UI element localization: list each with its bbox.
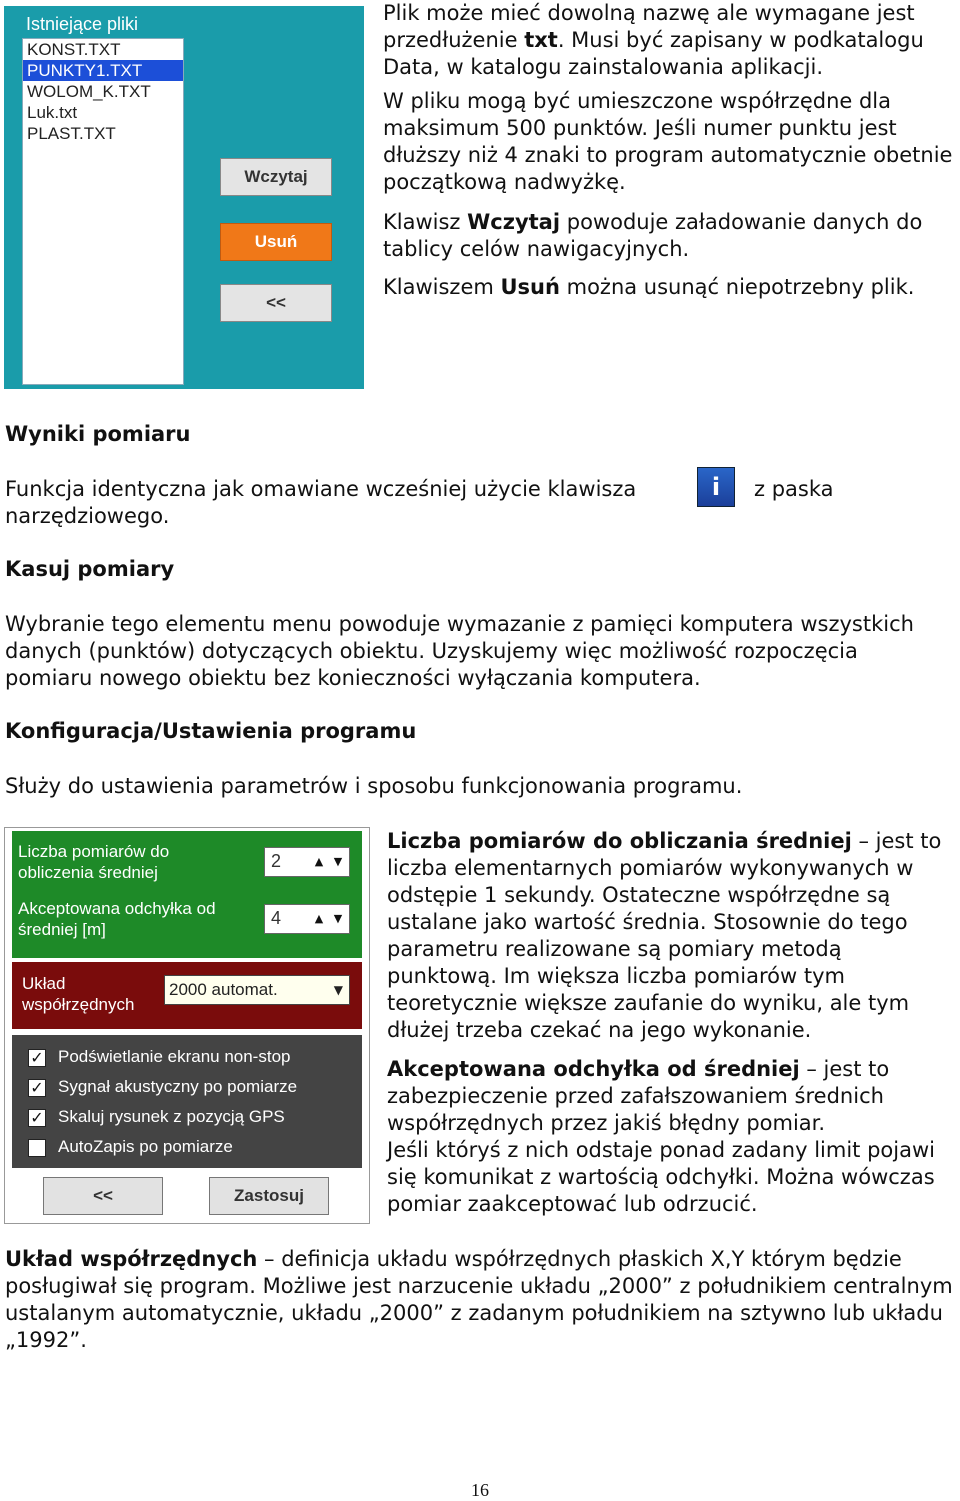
load-button[interactable]: Wczytaj <box>220 158 332 196</box>
file-listbox[interactable] <box>22 38 184 385</box>
up-arrow-icon[interactable]: ▲ <box>314 855 324 868</box>
up-arrow-icon[interactable]: ▲ <box>314 912 324 925</box>
average-count-value: 2 <box>271 851 282 871</box>
deviation-stepper[interactable] <box>264 904 350 934</box>
settings-screenshot <box>4 827 370 1224</box>
average-count-description: Liczba pomiarów do obliczania średniej – jest to liczba elementarnych pomiarów wykonywanych w odstępie 1 sekundy. Ostateczne współrzędne są ustalane jako wartość średnia. Stosownie do tego parametru realizowane są pomiary metodą punktową. Im większa liczba pomiarów tym teoretycznie większe zaufanie do wyniku, ale tym dłużej trzeba czekać na jego wykonanie. <box>387 829 942 1042</box>
coordinate-system-select[interactable] <box>164 975 350 1005</box>
intro-paragraph-3: Klawisz Wczytaj powoduje załadowanie danych do tablicy celów nawigacyjnych. <box>383 210 923 261</box>
down-arrow-icon[interactable]: ▼ <box>333 855 343 868</box>
checkbox-backlight[interactable]: ✓ <box>28 1049 46 1067</box>
file-item[interactable]: PLAST.TXT <box>27 124 116 143</box>
file-item[interactable]: KONST.TXT <box>27 40 121 59</box>
intro-paragraph-2: W pliku mogą być umieszczone współrzędne dla maksimum 500 punktów. Jeśli numer punktu jest dłuższy niż 4 znaki to program automatycznie obetnie początkową nadwyżkę. <box>383 89 953 194</box>
checkbox-label: Sygnał akustyczny po pomiarze <box>58 1077 298 1096</box>
results-text-3: narzędziowego. <box>5 504 170 528</box>
checkbox-autosave[interactable] <box>28 1139 46 1157</box>
section-heading-clear: Kasuj pomiary <box>5 557 175 581</box>
section-heading-results: Wyniki pomiaru <box>5 422 191 446</box>
back-button[interactable]: << <box>43 1177 163 1215</box>
deviation-label: Akceptowana odchyłka od średniej [m] <box>18 899 216 939</box>
coordinate-system-description: Układ współrzędnych – definicja układu współrzędnych płaskich X,Y którym będzie posługiwał się program. Możliwe jest narzucenie układu „2000” z południkiem centralnym ustalanym automatycznie, układu „2000” z zadanym południkiem na sztywno lub układu „1992”. <box>5 1247 953 1352</box>
coordinate-system-group <box>12 962 362 1029</box>
checkbox-label: Skaluj rysunek z pozycją GPS <box>58 1107 285 1126</box>
back-button[interactable]: << <box>220 284 332 322</box>
delete-button[interactable]: Usuń <box>220 223 332 261</box>
file-item-selected[interactable]: PUNKTY1.TXT <box>23 60 183 81</box>
page-number: 16 <box>471 1480 489 1500</box>
averaging-group <box>12 831 362 958</box>
intro-paragraph-1: Plik może mieć dowolną nazwę ale wymagane jest przedłużenie txt. Musi być zapisany w podkatalogu Data, w katalogu zainstalowania aplikacji. <box>383 1 924 79</box>
checkbox-label: Podświetlanie ekranu non-stop <box>58 1047 291 1066</box>
coordinate-system-label: Układ współrzędnych <box>22 974 135 1014</box>
options-group <box>12 1035 362 1168</box>
file-item[interactable]: WOLOM_K.TXT <box>27 82 151 101</box>
checkbox-sound[interactable]: ✓ <box>28 1079 46 1097</box>
files-caption: Istniejące pliki <box>26 14 139 34</box>
file-item[interactable]: Luk.txt <box>27 103 78 122</box>
config-text: Służy do ustawienia parametrów i sposobu funkcjonowania programu. <box>5 774 743 798</box>
results-text-1: Funkcja identyczna jak omawiane wcześniej użycie klawisza <box>5 477 637 501</box>
intro-paragraph-4: Klawiszem Usuń można usunąć niepotrzebny plik. <box>383 275 915 299</box>
info-icon: i <box>697 467 735 507</box>
checkbox-label: AutoZapis po pomiarze <box>58 1137 233 1156</box>
apply-button[interactable]: Zastosuj <box>209 1177 329 1215</box>
average-count-label: Liczba pomiarów do obliczenia średniej <box>18 842 170 882</box>
down-arrow-icon[interactable]: ▼ <box>333 912 343 925</box>
results-text-2: z paska <box>754 477 834 501</box>
chevron-down-icon: ▼ <box>333 983 343 997</box>
coordinate-system-value: 2000 automat. <box>169 980 278 999</box>
average-count-stepper[interactable] <box>264 847 350 877</box>
clear-text: Wybranie tego elementu menu powoduje wymazanie z pamięci komputera wszystkich danych (punktów) dotyczących obiektu. Uzyskujemy więc możliwość rozpoczęcia pomiaru nowego obiektu bez konieczności wyłączania komputera. <box>5 612 914 690</box>
section-heading-config: Konfiguracja/Ustawienia programu <box>5 719 417 743</box>
deviation-value: 4 <box>271 908 282 928</box>
file-list-screenshot <box>4 6 364 389</box>
deviation-description: Akceptowana odchyłka od średniej – jest to zabezpieczenie przed zafałszowaniem średnich współrzędnych przez jakiś błędny pomiar. Jeśli któryś z nich odstaje ponad zadany limit pojawi się komunikat z wartością odchyłki. Można wówczas pomiar zaakceptować lub odrzucić. <box>387 1057 935 1216</box>
checkbox-scale[interactable]: ✓ <box>28 1109 46 1127</box>
